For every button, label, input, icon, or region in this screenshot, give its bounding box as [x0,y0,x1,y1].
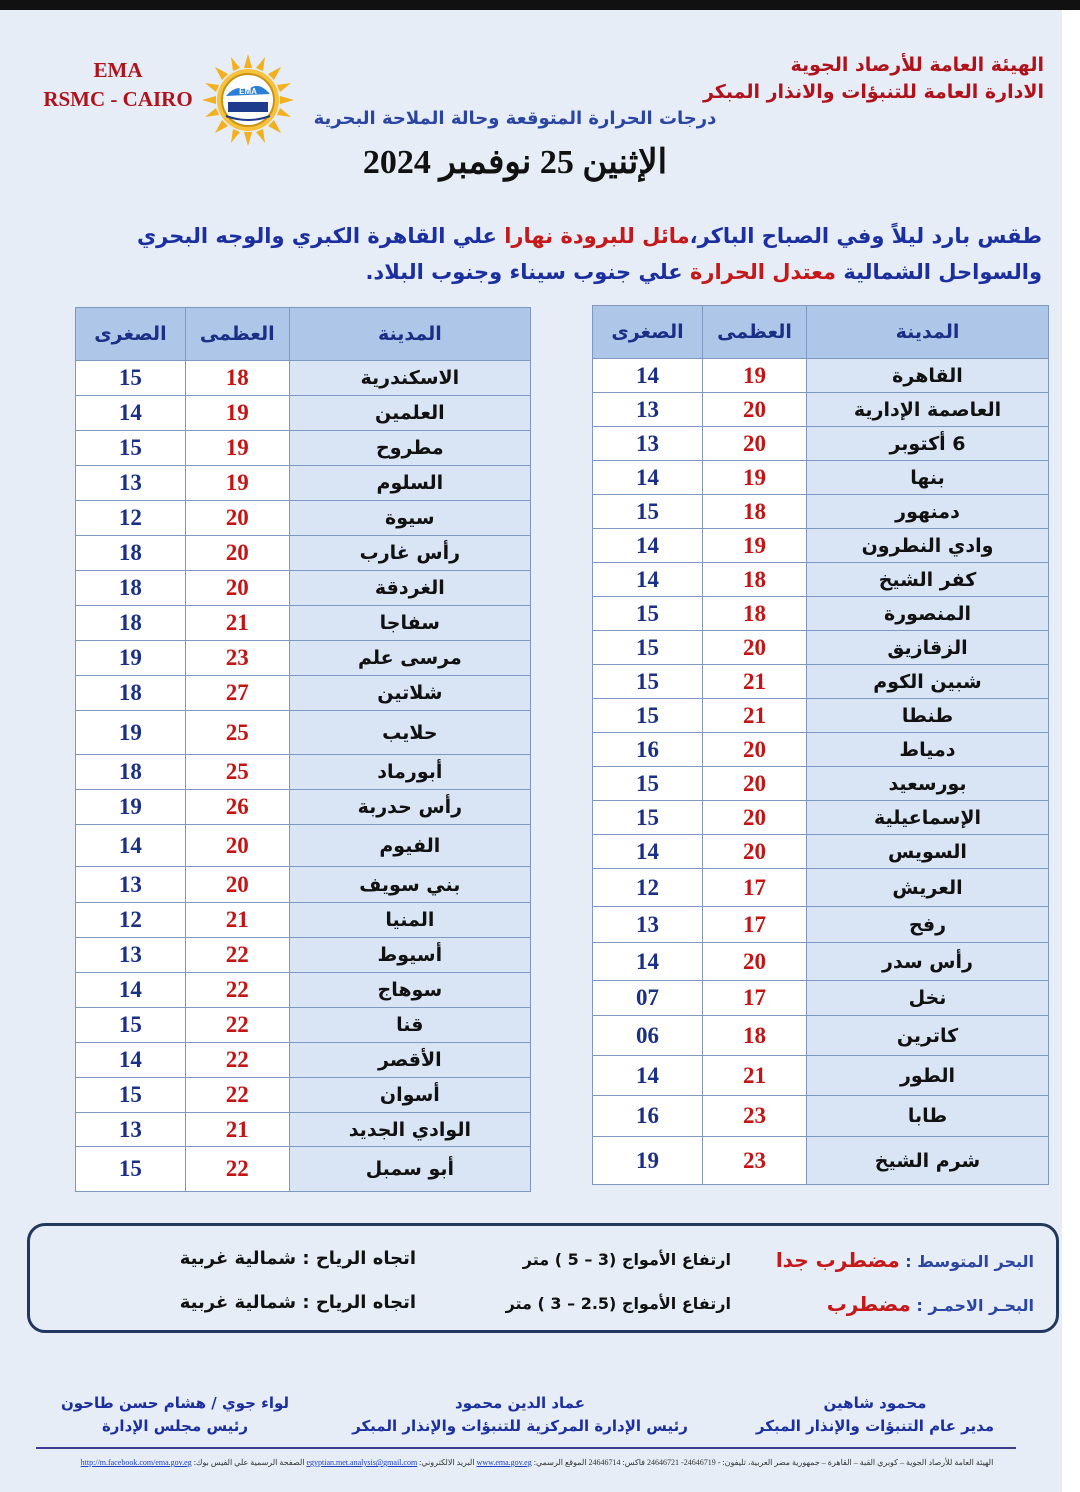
city-row [76,396,531,431]
org-line-2: الادارة العامة للتنبؤات والانذار المبكر [702,81,1044,103]
min-temp: 15 [593,767,703,801]
ema-line-1: EMA [93,58,143,82]
right-margin [1062,10,1080,1492]
max-temp: 19 [185,466,289,501]
min-temp: 06 [593,1016,703,1056]
header-max: العظمى [185,308,289,361]
min-temp: 13 [593,907,703,943]
city-name: سيوة [289,501,530,536]
min-temp: 14 [593,1056,703,1096]
city-row [76,711,531,755]
city-name: المنيا [289,903,530,938]
organization-name [703,52,1044,106]
max-temp: 20 [185,867,289,903]
min-temp: 15 [76,361,186,396]
footer-website-link[interactable]: www.ema.gov.eg [476,1458,532,1467]
sea-label: البحر المتوسط : [899,1252,1034,1271]
min-temp: 13 [593,393,703,427]
marine-conditions-box [27,1223,1059,1333]
city-name: وادي النطرون [807,529,1049,563]
max-temp: 20 [185,825,289,867]
city-name: سفاجا [289,606,530,641]
sea-name [776,1248,1034,1272]
min-temp: 14 [593,835,703,869]
city-row [593,427,1049,461]
city-row [76,790,531,825]
min-temp: 15 [593,495,703,529]
city-row [76,1008,531,1043]
min-temp: 14 [593,563,703,597]
desc-part-3: علي القاهرة الكبري والوجه البحري والسواحل الشمالية [136,224,1042,284]
ema-label [38,56,198,114]
city-name: أسوان [289,1078,530,1113]
footer-facebook-label: الصفحة الرسمية علي الفيس بوك: [191,1458,307,1467]
max-temp: 19 [703,359,807,393]
city-name: 6 أكتوبر [807,427,1049,461]
min-temp: 12 [76,903,186,938]
max-temp: 21 [185,903,289,938]
city-name: السويس [807,835,1049,869]
top-border [0,0,1080,10]
city-row [593,1056,1049,1096]
max-temp: 17 [703,869,807,907]
ema-line-2: RSMC - CAIRO [43,87,193,111]
footer-email-label: البريد الالكتروني: [417,1458,477,1467]
city-row [593,767,1049,801]
max-temp: 21 [703,1056,807,1096]
min-temp: 15 [76,431,186,466]
city-row [593,907,1049,943]
city-row [76,1078,531,1113]
desc-part-1: طقس بارد ليلاً وفي الصباح الباكر، [689,224,1042,248]
city-row [593,495,1049,529]
signature-name: لواء جوي / هشام حسن طاحون [60,1394,290,1412]
min-temp: 15 [76,1147,186,1192]
city-name: كاترين [807,1016,1049,1056]
ema-logo-icon [190,52,302,148]
city-name: سوهاج [289,973,530,1008]
city-row [76,825,531,867]
city-name: القاهرة [807,359,1049,393]
city-name: رأس غارب [289,536,530,571]
city-name: العاصمة الإدارية [807,393,1049,427]
city-row [76,431,531,466]
min-temp: 18 [76,536,186,571]
min-temp: 19 [593,1137,703,1185]
city-row [593,943,1049,981]
bulletin-date: الإثنين 25 نوفمبر 2024 [362,144,668,181]
desc-part-2: مائل للبرودة نهارا [504,224,690,248]
desc-part-4: معتدل الحرارة [689,260,837,284]
city-row [593,801,1049,835]
min-temp: 18 [76,676,186,711]
min-temp: 18 [76,606,186,641]
city-row [76,1147,531,1192]
city-row [593,869,1049,907]
signature-central-director [350,1392,690,1438]
city-name: الإسماعيلية [807,801,1049,835]
wind-direction: اتجاه الرياح : شمالية غربية [179,1248,416,1269]
city-name: كفر الشيخ [807,563,1049,597]
min-temp: 16 [593,1096,703,1137]
max-temp: 20 [185,501,289,536]
max-temp: 20 [703,427,807,461]
temperature-table-left [75,307,531,1192]
city-name: مرسى علم [289,641,530,676]
table-header-row [76,308,531,361]
signature-title: رئيس مجلس الإدارة [101,1417,249,1435]
city-name: شرم الشيخ [807,1137,1049,1185]
city-row [593,699,1049,733]
city-row [593,631,1049,665]
city-row [76,1043,531,1078]
max-temp: 21 [703,699,807,733]
city-row [593,665,1049,699]
max-temp: 23 [185,641,289,676]
min-temp: 07 [593,981,703,1016]
header-max: العظمى [703,306,807,359]
signature-name: محمود شاهين [823,1394,927,1412]
min-temp: 19 [76,711,186,755]
city-name: أبو سمبل [289,1147,530,1192]
city-row [76,973,531,1008]
min-temp: 13 [593,427,703,461]
wind-direction: اتجاه الرياح : شمالية غربية [179,1292,416,1313]
max-temp: 25 [185,711,289,755]
city-row [593,563,1049,597]
city-name: رفح [807,907,1049,943]
min-temp: 15 [593,801,703,835]
max-temp: 22 [185,973,289,1008]
city-row [593,359,1049,393]
min-temp: 15 [76,1008,186,1043]
max-temp: 18 [703,563,807,597]
city-row [593,597,1049,631]
sea-row-red-sea [30,1290,1056,1324]
signature-chairman [60,1392,290,1438]
max-temp: 22 [185,1043,289,1078]
min-temp: 18 [76,571,186,606]
city-row [76,1113,531,1147]
city-row [593,835,1049,869]
min-temp: 14 [593,943,703,981]
city-name: قنا [289,1008,530,1043]
city-row [593,393,1049,427]
max-temp: 20 [185,536,289,571]
sea-state: مضطرب [826,1292,911,1316]
city-name: الطور [807,1056,1049,1096]
city-name: الوادي الجديد [289,1113,530,1147]
city-name: شلاتين [289,676,530,711]
max-temp: 27 [185,676,289,711]
city-row [76,536,531,571]
city-name: الاسكندرية [289,361,530,396]
city-row [76,867,531,903]
max-temp: 23 [703,1137,807,1185]
max-temp: 25 [185,755,289,790]
max-temp: 18 [703,495,807,529]
city-row [593,733,1049,767]
max-temp: 22 [185,938,289,973]
max-temp: 26 [185,790,289,825]
footer-contact [62,1458,1012,1467]
city-row [593,1096,1049,1137]
city-name: العلمين [289,396,530,431]
desc-part-5: علي جنوب سيناء وجنوب البلاد. [365,260,690,284]
min-temp: 14 [593,359,703,393]
city-name: رأس سدر [807,943,1049,981]
max-temp: 18 [185,361,289,396]
max-temp: 20 [703,943,807,981]
table-header-row [593,306,1049,359]
city-name: الأقصر [289,1043,530,1078]
footer-address: الهيئة العامة للأرصاد الجوية – كوبري القبة – القاهرة – جمهورية مصر العربية، تليفون: - 24646719- 24646721 فاكس: 24646714 الموقع الرسمي: [533,1458,994,1467]
city-name: طنطا [807,699,1049,733]
city-row [593,1016,1049,1056]
city-name: بني سويف [289,867,530,903]
max-temp: 19 [703,461,807,495]
min-temp: 13 [76,466,186,501]
city-name: نخل [807,981,1049,1016]
city-row [76,755,531,790]
min-temp: 14 [76,825,186,867]
min-temp: 19 [76,641,186,676]
org-line-1: الهيئة العامة للأرصاد الجوية [790,54,1044,76]
city-name: أسيوط [289,938,530,973]
max-temp: 19 [703,529,807,563]
city-row [593,529,1049,563]
city-name: بنها [807,461,1049,495]
max-temp: 20 [703,393,807,427]
city-name: أبورماد [289,755,530,790]
max-temp: 21 [185,606,289,641]
min-temp: 19 [76,790,186,825]
wave-height: ارتفاع الأمواج (2.5 – 3 ) متر [505,1294,731,1313]
city-name: مطروح [289,431,530,466]
max-temp: 20 [703,767,807,801]
max-temp: 19 [185,396,289,431]
city-row [76,641,531,676]
signature-title: رئيس الإدارة المركزية للتنبؤات والإنذار المبكر [352,1417,688,1435]
city-name: دمياط [807,733,1049,767]
max-temp: 20 [703,631,807,665]
city-row [593,981,1049,1016]
min-temp: 15 [76,1078,186,1113]
city-row [76,903,531,938]
city-name: بورسعيد [807,767,1049,801]
min-temp: 15 [593,665,703,699]
min-temp: 15 [593,631,703,665]
max-temp: 22 [185,1147,289,1192]
min-temp: 13 [76,1113,186,1147]
wave-height: ارتفاع الأمواج (3 – 5 ) متر [522,1250,731,1269]
city-name: الزقازيق [807,631,1049,665]
city-name: المنصورة [807,597,1049,631]
min-temp: 14 [76,396,186,431]
weather-description [70,218,1042,290]
city-row [76,606,531,641]
city-row [76,361,531,396]
max-temp: 22 [185,1008,289,1043]
min-temp: 13 [76,867,186,903]
city-name: الغردقة [289,571,530,606]
min-temp: 14 [593,461,703,495]
bulletin-subtitle: درجات الحرارة المتوقعة وحالة الملاحة البحرية [313,108,717,129]
min-temp: 14 [593,529,703,563]
max-temp: 21 [185,1113,289,1147]
header-city: المدينة [807,306,1049,359]
max-temp: 18 [703,597,807,631]
city-name: حلايب [289,711,530,755]
max-temp: 18 [703,1016,807,1056]
city-name: رأس حدربة [289,790,530,825]
city-name: السلوم [289,466,530,501]
min-temp: 14 [76,973,186,1008]
city-row [76,571,531,606]
max-temp: 23 [703,1096,807,1137]
max-temp: 21 [703,665,807,699]
max-temp: 20 [703,835,807,869]
max-temp: 20 [703,733,807,767]
max-temp: 22 [185,1078,289,1113]
sea-name [827,1292,1034,1316]
max-temp: 19 [185,431,289,466]
max-temp: 17 [703,981,807,1016]
city-row [593,1137,1049,1185]
footer-email-link[interactable]: egyptian.met.analysis@gmail.com [306,1458,418,1467]
min-temp: 12 [76,501,186,536]
min-temp: 16 [593,733,703,767]
sea-row-mediterranean [30,1246,1056,1280]
city-name: الفيوم [289,825,530,867]
city-row [76,466,531,501]
city-name: شبين الكوم [807,665,1049,699]
table-body-left [76,361,531,1192]
temperature-table-right [592,305,1049,1185]
signature-title: مدير عام التنبؤات والإنذار المبكر [755,1417,995,1435]
header-min: الصغرى [76,308,186,361]
max-temp: 20 [185,571,289,606]
signature-forecast-director [740,1392,1010,1438]
min-temp: 18 [76,755,186,790]
min-temp: 14 [76,1043,186,1078]
signature-name: عماد الدين محمود [455,1394,585,1412]
min-temp: 15 [593,699,703,733]
footer-divider [36,1447,1016,1449]
city-row [76,676,531,711]
city-name: طابا [807,1096,1049,1137]
min-temp: 13 [76,938,186,973]
city-name: دمنهور [807,495,1049,529]
table-body-right [593,359,1049,1185]
sea-label: البحـر الاحمـر : [910,1296,1034,1315]
logo-text: EMA [239,87,257,96]
city-row [76,501,531,536]
footer-facebook-link[interactable]: http://m.facebook.com/ema.gov.eg [80,1458,192,1467]
city-row [76,938,531,973]
max-temp: 20 [703,801,807,835]
min-temp: 12 [593,869,703,907]
min-temp: 15 [593,597,703,631]
header-city: المدينة [289,308,530,361]
header-min: الصغرى [593,306,703,359]
city-name: العريش [807,869,1049,907]
city-row [593,461,1049,495]
sea-state: مضطرب جدا [775,1248,900,1272]
max-temp: 17 [703,907,807,943]
